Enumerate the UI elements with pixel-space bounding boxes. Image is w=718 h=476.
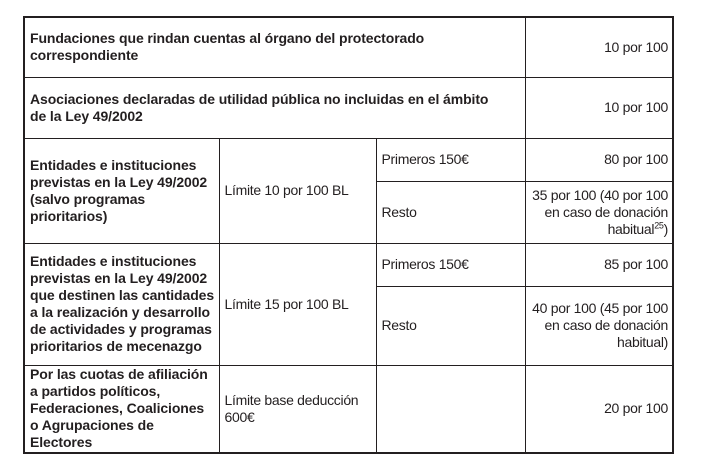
- deduction-rate: [525, 181, 673, 243]
- deduction-rate: 85 por 100: [525, 243, 673, 286]
- deduction-rate: 10 por 100: [525, 77, 673, 138]
- row-label: Entidades e instituciones previstas en la Ley 49/2002 (salvo programas prioritarios): [24, 138, 219, 243]
- deduction-rate: 10 por 100: [525, 17, 673, 77]
- footnote-marker: 25: [654, 219, 664, 230]
- deduction-rate: 20 por 100: [525, 365, 673, 453]
- row-label: Entidades e instituciones previstas en la Ley 49/2002 que destinen las cantidades a la realización y desarrollo de actividades y programas prioritarios de mecenazgo: [24, 243, 219, 365]
- deductions-table: [23, 16, 674, 454]
- deduction-limit: Límite 15 por 100 BL: [219, 243, 376, 365]
- deduction-rate: 80 por 100: [525, 138, 673, 181]
- row-label: Por las cuotas de afiliación a partidos políticos, Federaciones, Coaliciones o Agrupaciones de Electores: [24, 365, 219, 453]
- table-row: [24, 243, 673, 286]
- tier-label: Resto: [376, 286, 525, 365]
- table-row: [24, 365, 673, 453]
- tier-label: Resto: [376, 181, 525, 243]
- table-row: [24, 77, 673, 138]
- row-label: Fundaciones que rindan cuentas al órgano del protectorado correspondiente: [24, 17, 525, 77]
- deduction-limit: Límite 10 por 100 BL: [219, 138, 376, 243]
- rate-close: ): [663, 220, 669, 237]
- table-row: [24, 17, 673, 77]
- deduction-rate: 40 por 100 (45 por 100 en caso de donación habitual): [525, 286, 673, 365]
- row-label: Asociaciones declaradas de utilidad pública no incluidas en el ámbito de la Ley 49/2002: [24, 77, 525, 138]
- table-row: [24, 138, 673, 181]
- tier-label: Primeros 150€: [376, 243, 525, 286]
- tier-label: [376, 365, 525, 453]
- rate-text: 35 por 100 (40 por 100 en caso de donación habitual: [532, 186, 669, 237]
- tier-label: Primeros 150€: [376, 138, 525, 181]
- deduction-limit: Límite base deducción 600€: [219, 365, 376, 453]
